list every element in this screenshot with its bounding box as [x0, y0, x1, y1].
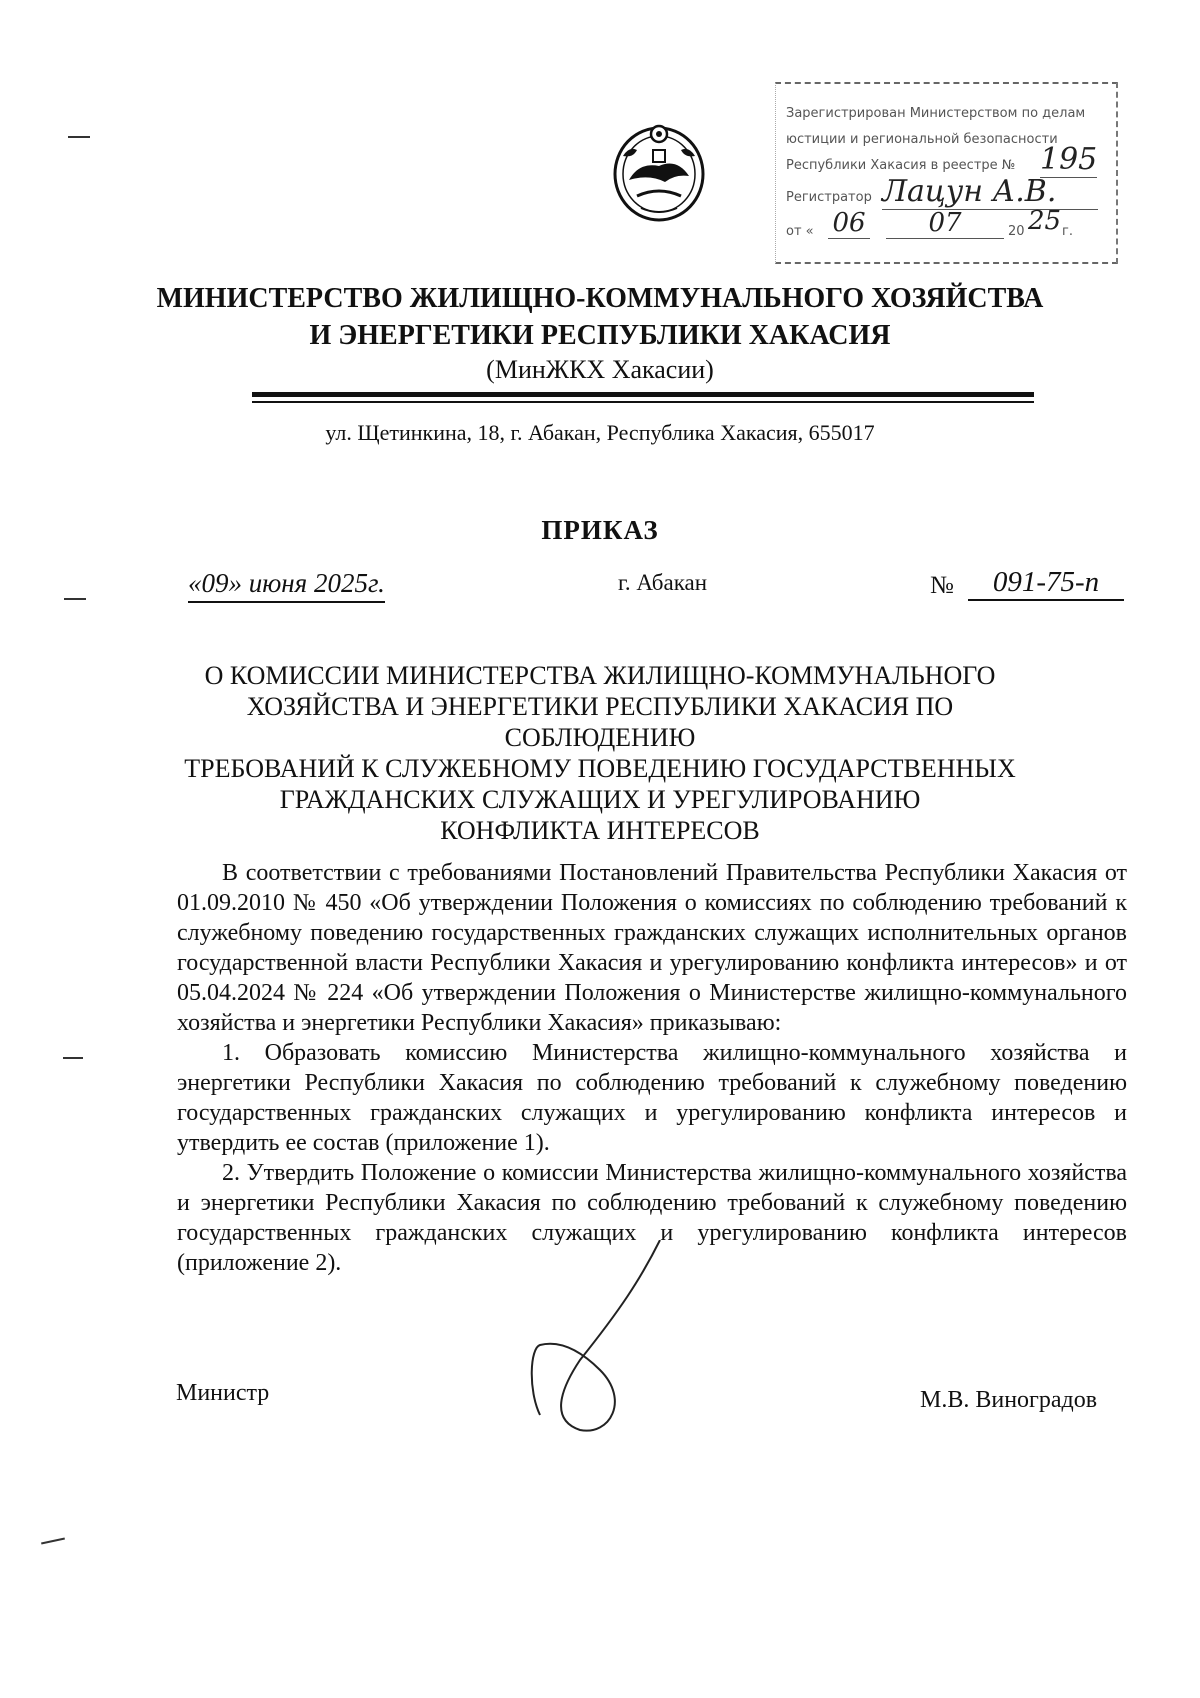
order-city: г. Абакан — [618, 570, 708, 595]
ministry-title — [150, 280, 1050, 354]
ministry-address: ул. Щетинкина, 18, г. Абакан, Республика Хакасия, 655017 — [325, 420, 875, 445]
ministry-title-line-1: МИНИСТЕРСТВО ЖИЛИЩНО-КОММУНАЛЬНОГО ХОЗЯЙСТВА — [156, 283, 1044, 314]
stamp-reg-number: 195 — [1040, 142, 1098, 177]
header-rule-thick — [252, 392, 1034, 397]
order-date-rest: июня 2025г. — [248, 568, 385, 598]
ministry-short-name: (МинЖКХ Хакасии) — [486, 355, 714, 384]
order-subject — [150, 660, 1050, 846]
stamp-line-1: Зарегистрирован Министерством по делам — [786, 106, 1086, 121]
stamp-line-2: юстиции и региональной безопасности — [786, 132, 1058, 147]
stamp-date-year: 25 — [1028, 206, 1062, 236]
signatory-title: Министр — [176, 1380, 270, 1406]
subject-line: О КОМИССИИ МИНИСТЕРСТВА ЖИЛИЩНО-КОММУНАЛЬНОГО — [204, 661, 996, 690]
stamp-date-year-prefix: 20 — [1008, 224, 1025, 239]
stamp-line-3 — [786, 158, 1015, 173]
header-rule-thin — [252, 401, 1034, 403]
order-date-day: 09 — [201, 568, 229, 598]
body-item-1: 1. Образовать комиссию Министерства жилищно-коммунального хозяйства и энергетики Республики Хакасия по соблюдению требований к служебному поведению государственных гражданских служащих и урегулированию конфликта интересов и утвердить ее состав (приложение 1). — [177, 1040, 1127, 1156]
body-preamble: В соответствии с требованиями Постановлений Правительства Республики Хакасия от 01.09.2010 № 450 «Об утверждении Положения о комиссиях по соблюдению требований к служебному поведению государственных гражданских служащих исполнительных органов государственной власти Республики Хакасия и урегулированию конфликта интересов» и от 05.04.2024 № 224 «Об утверждении Положения о Министерстве жилищно-коммунального хозяйства и энергетики Республики Хакасия» приказываю: — [177, 860, 1127, 1036]
stamp-date-row — [786, 224, 814, 239]
scan-mark — [68, 136, 90, 138]
stamp-registrar-name: Лацун А.В. — [882, 174, 1098, 210]
scan-mark — [63, 1057, 83, 1059]
order-date-close: » — [228, 568, 242, 598]
coat-of-arms-icon — [609, 120, 709, 224]
stamp-date-year-end: г. — [1062, 224, 1073, 239]
order-number-sign: № — [930, 572, 954, 599]
scan-mark — [64, 598, 86, 600]
registration-stamp — [775, 82, 1118, 264]
scan-mark — [41, 1538, 65, 1545]
stamp-date-day: 06 — [828, 208, 870, 239]
subject-line: КОНФЛИКТА ИНТЕРЕСОВ — [440, 816, 760, 845]
stamp-date-month: 07 — [886, 208, 1004, 239]
handwritten-signature-icon — [520, 1240, 680, 1440]
stamp-registry-label: Республики Хакасия в реестре № — [786, 158, 1016, 173]
subject-line: ГРАЖДАНСКИХ СЛУЖАЩИХ И УРЕГУЛИРОВАНИЮ — [279, 785, 921, 814]
document-type: ПРИКАЗ — [541, 515, 659, 545]
order-number: 091-75-п — [968, 566, 1124, 601]
stamp-date-prefix: от « — [786, 224, 814, 239]
subject-line: ТРЕБОВАНИЙ К СЛУЖЕБНОМУ ПОВЕДЕНИЮ ГОСУДАРСТВЕННЫХ — [184, 754, 1016, 783]
order-date — [188, 568, 385, 603]
stamp-registrar-label: Регистратор — [786, 190, 872, 205]
ministry-title-line-2: И ЭНЕРГЕТИКИ РЕСПУБЛИКИ ХАКАСИЯ — [309, 320, 891, 351]
subject-line: ХОЗЯЙСТВА И ЭНЕРГЕТИКИ РЕСПУБЛИКИ ХАКАСИЯ ПО СОБЛЮДЕНИЮ — [246, 692, 954, 752]
body-item-2: 2. Утвердить Положение о комиссии Министерства жилищно-коммунального хозяйства и энергетики Республики Хакасия по соблюдению требований к служебному поведению государственных гражданских служащих и урегулированию конфликта интересов (приложение 2). — [177, 1160, 1127, 1276]
signatory-name: М.В. Виноградов — [920, 1387, 1098, 1413]
order-date-open: « — [188, 568, 202, 598]
order-body — [177, 858, 1127, 1278]
